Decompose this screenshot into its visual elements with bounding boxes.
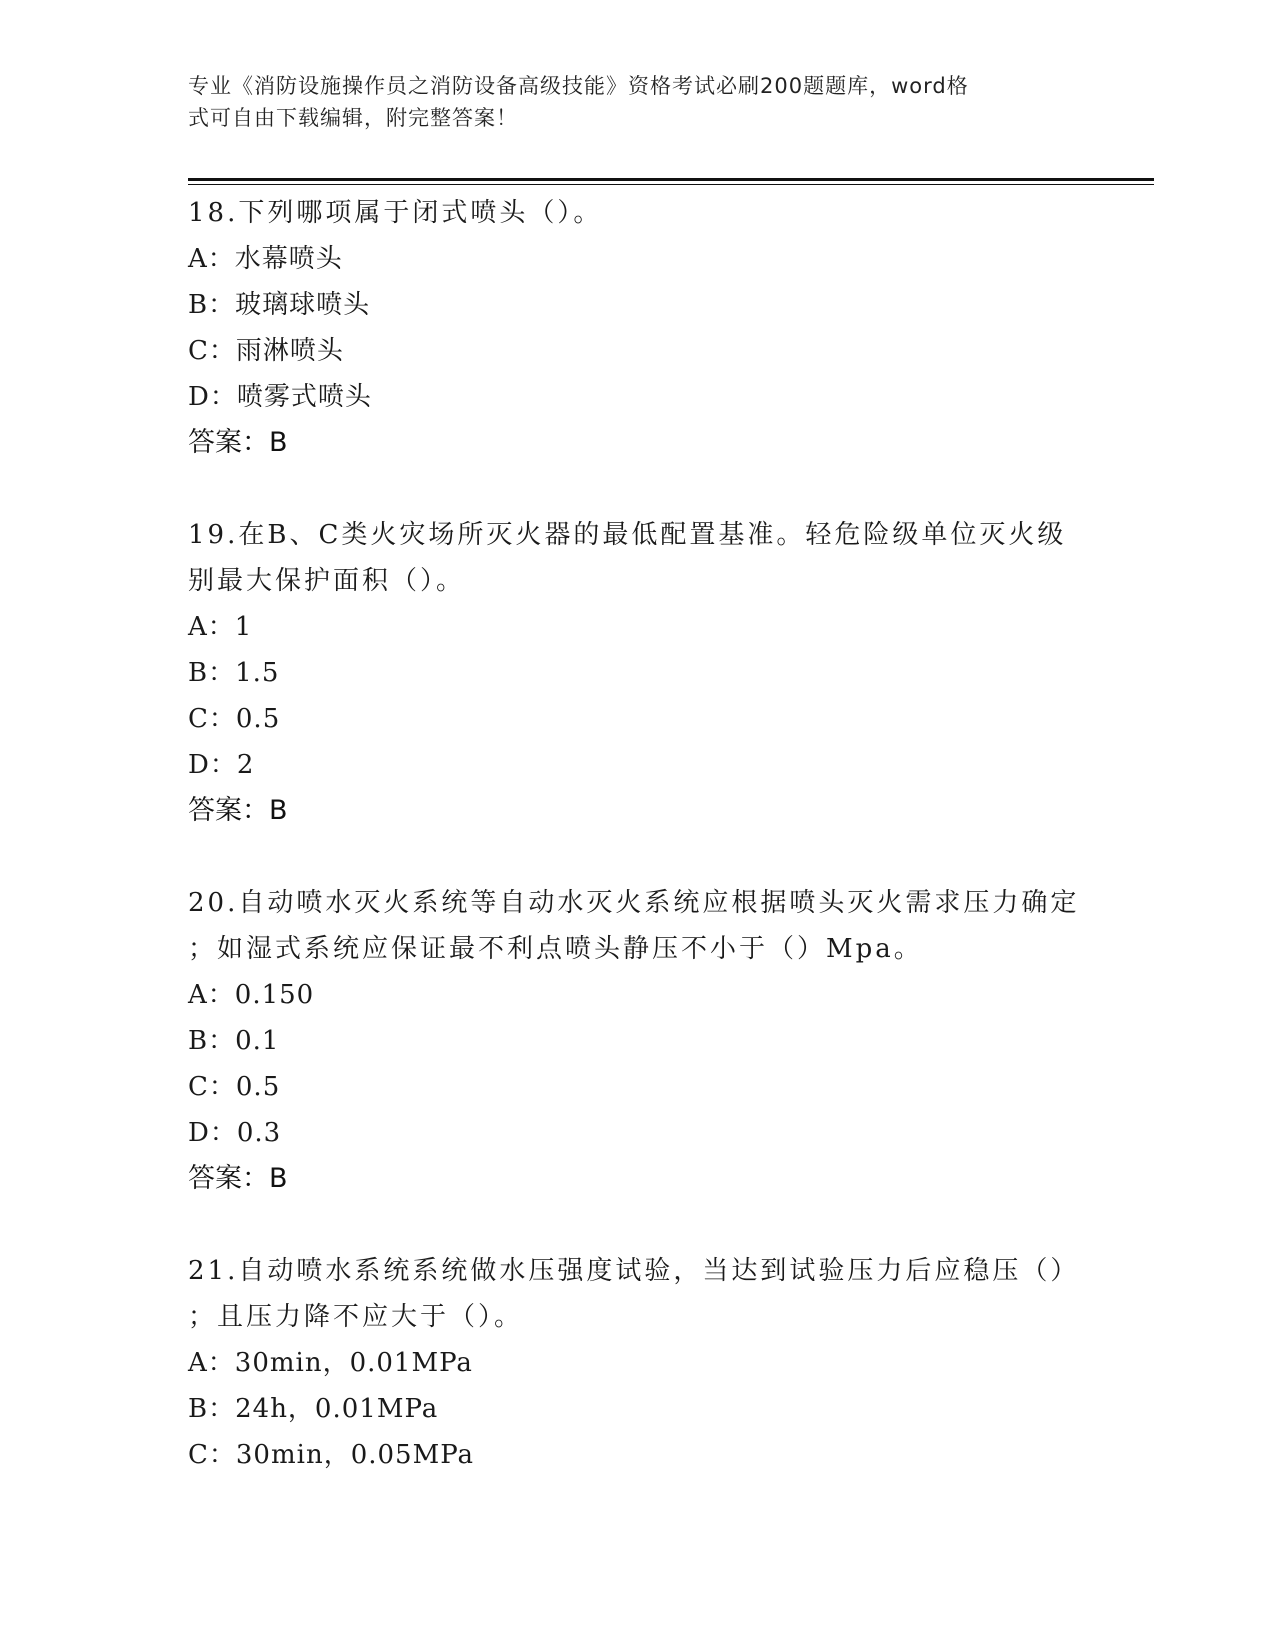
question-text: 20.自动喷水灭火系统等自动水灭火系统应根据喷头灭火需求压力确定 [188,888,1080,918]
question-list [188,190,1088,1524]
question-text: 18.下列哪项属于闭式喷头（）。 [188,198,603,228]
option-d: D：喷雾式喷头 [188,382,372,412]
option-a: A：0.150 [188,980,315,1010]
option-a: A：水幕喷头 [188,244,343,274]
option-d: D：0.3 [188,1118,282,1148]
answer-line: 答案：B [188,795,288,826]
question-20 [188,880,1088,1202]
header-line-2: 式可自由下载编辑，附完整答案！ [188,106,518,130]
header-divider-thick [188,178,1154,181]
option-b: B：1.5 [188,658,280,688]
option-a: A：1 [188,612,253,642]
document-header [188,70,1068,134]
option-b: B：0.1 [188,1026,280,1056]
option-b: B：玻璃球喷头 [188,290,371,320]
header-divider-thin [188,184,1154,185]
option-b: B：24h，0.01MPa [188,1394,439,1424]
option-a: A：30min，0.01MPa [188,1348,473,1378]
question-text: 19.在B、C类火灾场所灭火器的最低配置基准。轻危险级单位灭火级 [188,520,1067,550]
answer-line: 答案：B [188,427,288,458]
question-19 [188,512,1088,834]
question-text: 21.自动喷水系统系统做水压强度试验，当达到试验压力后应稳压（） [188,1256,1080,1286]
question-text-continued: ；且压力降不应大于（）。 [188,1302,524,1332]
question-21 [188,1248,1088,1478]
option-c: C：雨淋喷头 [188,336,344,366]
answer-line: 答案：B [188,1163,288,1194]
option-d: D：2 [188,750,255,780]
option-c: C：0.5 [188,704,281,734]
option-c: C：0.5 [188,1072,281,1102]
option-c: C：30min，0.05MPa [188,1440,475,1470]
question-text-continued: 别最大保护面积（）。 [188,566,466,596]
header-line-1: 专业《消防设施操作员之消防设备高级技能》资格考试必刷200题题库，word格 [188,74,969,98]
question-18 [188,190,1088,466]
question-text-continued: ；如湿式系统应保证最不利点喷头静压不小于（）Mpa。 [188,934,923,964]
